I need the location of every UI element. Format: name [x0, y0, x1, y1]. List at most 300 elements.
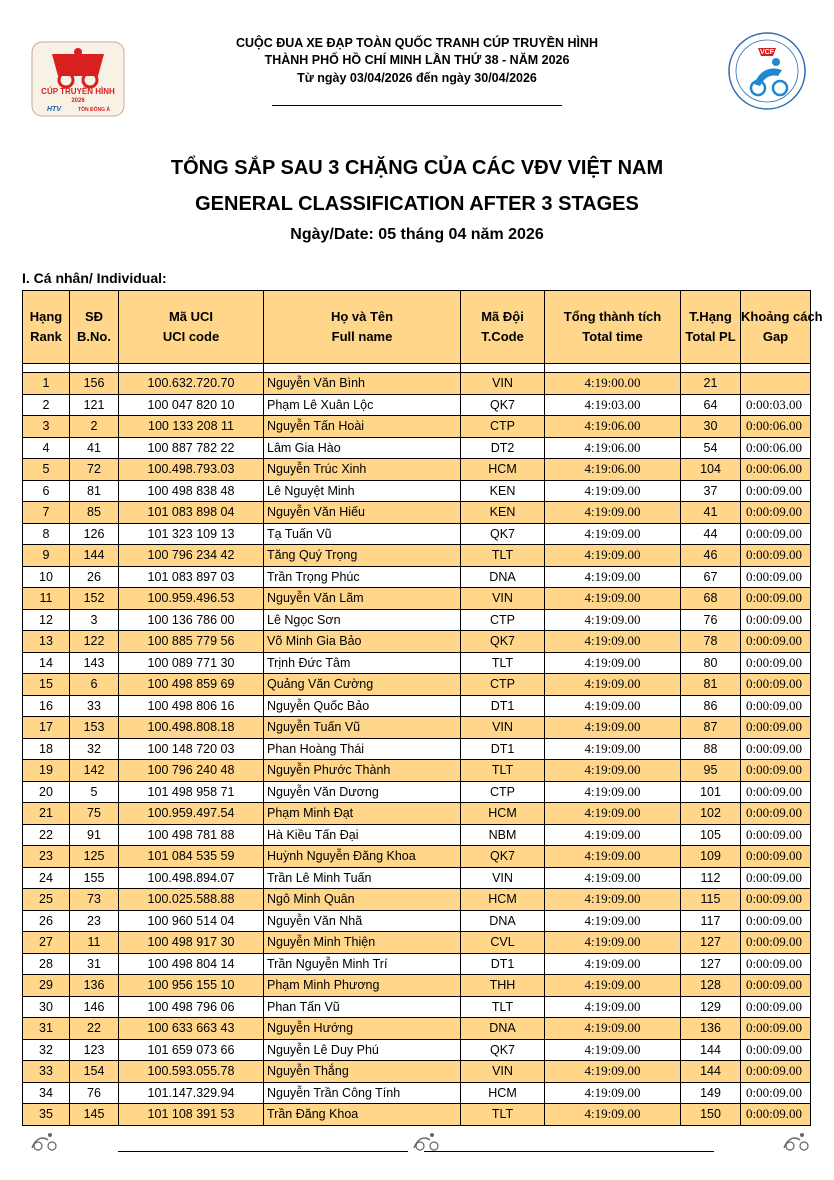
bib-number-cell: 2 [70, 416, 119, 438]
table-row [23, 502, 811, 524]
gap-cell: 0:00:09.00 [741, 523, 811, 545]
header-row [23, 291, 811, 364]
rank-cell: 31 [23, 1018, 70, 1040]
gap-cell: 0:00:03.00 [741, 394, 811, 416]
uci-code-cell: 100 498 804 14 [119, 953, 264, 975]
table-row [23, 631, 811, 653]
total-place-cell: 149 [681, 1082, 741, 1104]
team-code-cell: CTP [461, 609, 545, 631]
rank-cell: 11 [23, 588, 70, 610]
total-place-cell: 109 [681, 846, 741, 868]
rank-cell: 8 [23, 523, 70, 545]
total-place-cell: 102 [681, 803, 741, 825]
cyclist-ornament-icon [410, 1130, 446, 1152]
classification-date: Ngày/Date: 05 tháng 04 năm 2026 [290, 226, 544, 243]
page-title-en: GENERAL CLASSIFICATION AFTER 3 STAGES [195, 193, 639, 215]
rider-name-cell: Phạm Minh Đạt [264, 803, 461, 825]
gap-cell: 0:00:09.00 [741, 717, 811, 739]
rank-cell: 13 [23, 631, 70, 653]
spacer-cell [545, 364, 681, 373]
total-time-cell: 4:19:06.00 [545, 459, 681, 481]
rider-name-cell: Phạm Minh Phương [264, 975, 461, 997]
bib-number-cell: 143 [70, 652, 119, 674]
team-code-cell: TLT [461, 760, 545, 782]
total-time-cell: 4:19:09.00 [545, 932, 681, 954]
table-spacer-row [23, 364, 811, 373]
rank-cell: 12 [23, 609, 70, 631]
team-code-cell: QK7 [461, 1039, 545, 1061]
rider-name-cell: Nguyễn Văn Hiếu [264, 502, 461, 524]
total-place-cell: 112 [681, 867, 741, 889]
footer-divider-left [118, 1151, 408, 1152]
total-place-cell: 44 [681, 523, 741, 545]
cyclist-ornament-icon [780, 1130, 816, 1152]
cup-logo-icon [30, 40, 126, 118]
bib-number-cell: 155 [70, 867, 119, 889]
uci-code-cell: 100.498.894.07 [119, 867, 264, 889]
rank-cell: 15 [23, 674, 70, 696]
footer-divider-right [424, 1151, 714, 1152]
column-header-vn: Họ và Tên [330, 309, 394, 324]
bib-number-cell: 41 [70, 437, 119, 459]
total-time-cell: 4:19:06.00 [545, 437, 681, 459]
bib-number-cell: 142 [70, 760, 119, 782]
total-time-cell: 4:19:06.00 [545, 416, 681, 438]
gap-cell: 0:00:09.00 [741, 738, 811, 760]
rider-name-cell: Nguyễn Văn Dương [264, 781, 461, 803]
gap-cell: 0:00:09.00 [741, 975, 811, 997]
total-time-cell: 4:19:09.00 [545, 609, 681, 631]
team-code-cell: TLT [461, 545, 545, 567]
bib-number-cell: 145 [70, 1104, 119, 1126]
table-row [23, 1061, 811, 1083]
rider-name-cell: Nguyễn Văn Nhã [264, 910, 461, 932]
rider-name-cell: Võ Minh Gia Bảo [264, 631, 461, 653]
uci-code-cell: 101 083 897 03 [119, 566, 264, 588]
total-place-cell: 150 [681, 1104, 741, 1126]
rank-cell: 2 [23, 394, 70, 416]
uci-code-cell: 100 133 208 11 [119, 416, 264, 438]
team-code-cell: DT1 [461, 695, 545, 717]
uci-code-cell: 100 885 779 56 [119, 631, 264, 653]
total-time-cell: 4:19:09.00 [545, 523, 681, 545]
uci-code-cell: 101 659 073 66 [119, 1039, 264, 1061]
team-code-cell: QK7 [461, 846, 545, 868]
table-row [23, 889, 811, 911]
team-code-cell: VIN [461, 867, 545, 889]
table-row [23, 996, 811, 1018]
total-place-cell: 128 [681, 975, 741, 997]
uci-code-cell: 100 796 234 42 [119, 545, 264, 567]
table-row [23, 416, 811, 438]
total-time-cell: 4:19:09.00 [545, 867, 681, 889]
total-place-cell: 78 [681, 631, 741, 653]
rider-name-cell: Trần Lê Minh Tuấn [264, 867, 461, 889]
rank-cell: 35 [23, 1104, 70, 1126]
bib-number-cell: 81 [70, 480, 119, 502]
bib-number-cell: 91 [70, 824, 119, 846]
team-code-cell: TLT [461, 996, 545, 1018]
rider-name-cell: Nguyễn Trần Công Tính [264, 1082, 461, 1104]
gap-cell: 0:00:09.00 [741, 803, 811, 825]
gap-cell [741, 373, 811, 395]
bib-number-cell: 72 [70, 459, 119, 481]
table-row [23, 674, 811, 696]
column-header-vn: Mã UCI [168, 309, 214, 324]
uci-code-cell: 100 498 838 48 [119, 480, 264, 502]
total-time-cell: 4:19:09.00 [545, 695, 681, 717]
total-place-cell: 46 [681, 545, 741, 567]
team-code-cell: QK7 [461, 394, 545, 416]
table-row [23, 523, 811, 545]
total-time-cell: 4:19:09.00 [545, 566, 681, 588]
total-place-cell: 136 [681, 1018, 741, 1040]
rank-cell: 33 [23, 1061, 70, 1083]
uci-code-cell: 100 796 240 48 [119, 760, 264, 782]
table-row [23, 932, 811, 954]
rider-name-cell: Nguyễn Minh Thiện [264, 932, 461, 954]
total-time-cell: 4:19:09.00 [545, 996, 681, 1018]
team-code-cell: TLT [461, 652, 545, 674]
uci-code-cell: 101 498 958 71 [119, 781, 264, 803]
total-time-cell: 4:19:09.00 [545, 545, 681, 567]
gap-cell: 0:00:09.00 [741, 502, 811, 524]
rank-cell: 4 [23, 437, 70, 459]
total-time-cell: 4:19:09.00 [545, 502, 681, 524]
rider-name-cell: Ngô Minh Quân [264, 889, 461, 911]
total-place-cell: 76 [681, 609, 741, 631]
gap-cell: 0:00:09.00 [741, 824, 811, 846]
table-row [23, 760, 811, 782]
team-code-cell: KEN [461, 480, 545, 502]
classification-table [22, 290, 823, 1126]
rider-name-cell: Trịnh Đức Tâm [264, 652, 461, 674]
rank-cell: 22 [23, 824, 70, 846]
uci-code-cell: 100.632.720.70 [119, 373, 264, 395]
logo-text-year: 2026 [71, 98, 85, 104]
team-code-cell: DNA [461, 910, 545, 932]
column-header [119, 291, 264, 364]
rank-cell: 9 [23, 545, 70, 567]
table-row [23, 652, 811, 674]
rank-cell: 17 [23, 717, 70, 739]
column-header-en: T.Code [481, 329, 524, 344]
uci-code-cell: 100 089 771 30 [119, 652, 264, 674]
rider-name-cell: Phan Tấn Vũ [264, 996, 461, 1018]
table-row [23, 738, 811, 760]
uci-code-cell: 100 498 781 88 [119, 824, 264, 846]
column-header [681, 291, 741, 364]
uci-code-cell: 100 498 796 06 [119, 996, 264, 1018]
rider-name-cell: Phan Hoàng Thái [264, 738, 461, 760]
total-time-cell: 4:19:03.00 [545, 394, 681, 416]
table-row [23, 910, 811, 932]
total-place-cell: 80 [681, 652, 741, 674]
team-code-cell: DNA [461, 1018, 545, 1040]
total-time-cell: 4:19:09.00 [545, 1039, 681, 1061]
total-time-cell: 4:19:09.00 [545, 652, 681, 674]
team-code-cell: TLT [461, 1104, 545, 1126]
rider-name-cell: Lê Ngọc Sơn [264, 609, 461, 631]
total-time-cell: 4:19:09.00 [545, 824, 681, 846]
uci-code-cell: 101.147.329.94 [119, 1082, 264, 1104]
rider-name-cell: Trần Nguyễn Minh Trí [264, 953, 461, 975]
column-header-vn: SĐ [84, 309, 104, 324]
uci-code-cell: 100 960 514 04 [119, 910, 264, 932]
rank-cell: 26 [23, 910, 70, 932]
column-header [70, 291, 119, 364]
column-header-vn: T.Hạng [689, 309, 732, 324]
gap-cell: 0:00:09.00 [741, 631, 811, 653]
rider-name-cell: Lê Nguyệt Minh [264, 480, 461, 502]
column-header-vn: Hạng [29, 309, 63, 324]
rider-name-cell: Nguyễn Văn Bình [264, 373, 461, 395]
uci-code-cell: 101 323 109 13 [119, 523, 264, 545]
team-code-cell: DT1 [461, 953, 545, 975]
team-code-cell: THH [461, 975, 545, 997]
rank-cell: 16 [23, 695, 70, 717]
uci-code-cell: 100 047 820 10 [119, 394, 264, 416]
column-header [264, 291, 461, 364]
column-header-en: B.No. [77, 329, 111, 344]
rider-name-cell: Tăng Quý Trọng [264, 545, 461, 567]
table-row [23, 373, 811, 395]
rider-name-cell: Nguyễn Lê Duy Phú [264, 1039, 461, 1061]
gap-cell: 0:00:09.00 [741, 480, 811, 502]
uci-code-cell: 100.593.055.78 [119, 1061, 264, 1083]
total-place-cell: 81 [681, 674, 741, 696]
event-dates: Từ ngày 03/04/2026 đến ngày 30/04/2026 [297, 71, 537, 85]
total-place-cell: 37 [681, 480, 741, 502]
uci-code-cell: 101 108 391 53 [119, 1104, 264, 1126]
logo-text-cup: CÚP TRUYỀN HÌNH [41, 87, 115, 96]
total-place-cell: 86 [681, 695, 741, 717]
rider-name-cell: Nguyễn Trúc Xinh [264, 459, 461, 481]
bib-number-cell: 73 [70, 889, 119, 911]
table-row [23, 566, 811, 588]
bib-number-cell: 23 [70, 910, 119, 932]
total-place-cell: 144 [681, 1039, 741, 1061]
bib-number-cell: 154 [70, 1061, 119, 1083]
page-title-vn: TỔNG SẮP SAU 3 CHẶNG CỦA CÁC VĐV VIỆT NAM [170, 157, 664, 179]
total-place-cell: 68 [681, 588, 741, 610]
team-code-cell: VIN [461, 717, 545, 739]
team-code-cell: VIN [461, 1061, 545, 1083]
column-header-vn: Tổng thành tích [563, 309, 662, 324]
team-code-cell: CTP [461, 781, 545, 803]
total-place-cell: 30 [681, 416, 741, 438]
event-title-line1: CUỘC ĐUA XE ĐẠP TOÀN QUỐC TRANH CÚP TRUYỀN HÌNH [235, 36, 599, 50]
team-code-cell: HCM [461, 1082, 545, 1104]
event-title-line2: THÀNH PHỐ HỒ CHÍ MINH LẦN THỨ 38 - NĂM 2026 [264, 53, 570, 67]
column-header-en: Total time [582, 329, 643, 344]
rider-name-cell: Nguyễn Văn Lãm [264, 588, 461, 610]
bib-number-cell: 85 [70, 502, 119, 524]
spacer-cell [23, 364, 70, 373]
bib-number-cell: 32 [70, 738, 119, 760]
team-code-cell: DT1 [461, 738, 545, 760]
total-place-cell: 127 [681, 932, 741, 954]
spacer-cell [264, 364, 461, 373]
rank-cell: 24 [23, 867, 70, 889]
total-place-cell: 105 [681, 824, 741, 846]
gap-cell: 0:00:09.00 [741, 1018, 811, 1040]
total-place-cell: 117 [681, 910, 741, 932]
gap-cell: 0:00:06.00 [741, 416, 811, 438]
gap-cell: 0:00:09.00 [741, 760, 811, 782]
total-time-cell: 4:19:09.00 [545, 760, 681, 782]
rider-name-cell: Nguyễn Tuấn Vũ [264, 717, 461, 739]
table-row [23, 803, 811, 825]
table-row [23, 480, 811, 502]
rider-name-cell: Hà Kiều Tấn Đại [264, 824, 461, 846]
total-time-cell: 4:19:09.00 [545, 803, 681, 825]
section-heading: I. Cá nhân/ Individual: [22, 270, 167, 286]
rank-cell: 34 [23, 1082, 70, 1104]
table-row [23, 867, 811, 889]
bib-number-cell: 11 [70, 932, 119, 954]
spacer-cell [461, 364, 545, 373]
total-place-cell: 95 [681, 760, 741, 782]
total-place-cell: 67 [681, 566, 741, 588]
team-code-cell: KEN [461, 502, 545, 524]
bib-number-cell: 144 [70, 545, 119, 567]
column-header-vn: Khoảng cách [741, 309, 823, 324]
total-time-cell: 4:19:09.00 [545, 1104, 681, 1126]
rank-cell: 19 [23, 760, 70, 782]
team-code-cell: DT2 [461, 437, 545, 459]
gap-cell: 0:00:06.00 [741, 459, 811, 481]
total-time-cell: 4:19:09.00 [545, 846, 681, 868]
bib-number-cell: 152 [70, 588, 119, 610]
vcf-logo-icon [726, 30, 808, 112]
total-time-cell: 4:19:09.00 [545, 480, 681, 502]
uci-code-cell: 100 887 782 22 [119, 437, 264, 459]
logo-text-sponsor: TÔN ĐÔNG Á [78, 107, 110, 113]
uci-code-cell: 100 148 720 03 [119, 738, 264, 760]
total-time-cell: 4:19:09.00 [545, 738, 681, 760]
rider-name-cell: Phạm Lê Xuân Lộc [264, 394, 461, 416]
rank-cell: 28 [23, 953, 70, 975]
gap-cell: 0:00:09.00 [741, 867, 811, 889]
total-time-cell: 4:19:09.00 [545, 953, 681, 975]
rider-name-cell: Nguyễn Quốc Bảo [264, 695, 461, 717]
rider-name-cell: Trần Trọng Phúc [264, 566, 461, 588]
rank-cell: 20 [23, 781, 70, 803]
bib-number-cell: 22 [70, 1018, 119, 1040]
table-row [23, 781, 811, 803]
bib-number-cell: 156 [70, 373, 119, 395]
rank-cell: 32 [23, 1039, 70, 1061]
bib-number-cell: 26 [70, 566, 119, 588]
header-divider [272, 105, 562, 106]
total-time-cell: 4:19:09.00 [545, 781, 681, 803]
rank-cell: 27 [23, 932, 70, 954]
team-code-cell: NBM [461, 824, 545, 846]
gap-cell: 0:00:09.00 [741, 1104, 811, 1126]
rank-cell: 5 [23, 459, 70, 481]
team-code-cell: DNA [461, 566, 545, 588]
table-row [23, 1104, 811, 1126]
gap-cell: 0:00:09.00 [741, 1039, 811, 1061]
bib-number-cell: 31 [70, 953, 119, 975]
team-code-cell: CTP [461, 674, 545, 696]
total-place-cell: 104 [681, 459, 741, 481]
total-time-cell: 4:19:09.00 [545, 910, 681, 932]
uci-code-cell: 100 633 663 43 [119, 1018, 264, 1040]
table-row [23, 545, 811, 567]
rider-name-cell: Nguyễn Tấn Hoài [264, 416, 461, 438]
total-place-cell: 41 [681, 502, 741, 524]
column-header-en: Full name [331, 329, 393, 344]
bib-number-cell: 126 [70, 523, 119, 545]
uci-code-cell: 100 956 155 10 [119, 975, 264, 997]
gap-cell: 0:00:09.00 [741, 889, 811, 911]
table-row [23, 1039, 811, 1061]
rider-name-cell: Huỳnh Nguyễn Đăng Khoa [264, 846, 461, 868]
team-code-cell: CTP [461, 416, 545, 438]
total-time-cell: 4:19:09.00 [545, 975, 681, 997]
rank-cell: 23 [23, 846, 70, 868]
vcf-logo-text: VCF [760, 49, 774, 56]
bib-number-cell: 3 [70, 609, 119, 631]
total-time-cell: 4:19:09.00 [545, 631, 681, 653]
total-time-cell: 4:19:00.00 [545, 373, 681, 395]
gap-cell: 0:00:09.00 [741, 996, 811, 1018]
total-place-cell: 54 [681, 437, 741, 459]
column-header-en: Rank [30, 329, 62, 344]
total-place-cell: 87 [681, 717, 741, 739]
rank-cell: 6 [23, 480, 70, 502]
team-code-cell: VIN [461, 588, 545, 610]
total-time-cell: 4:19:09.00 [545, 889, 681, 911]
table-row [23, 953, 811, 975]
rank-cell: 3 [23, 416, 70, 438]
column-header-en: Total PL [685, 329, 736, 344]
rank-cell: 25 [23, 889, 70, 911]
uci-code-cell: 100.025.588.88 [119, 889, 264, 911]
uci-code-cell: 100 136 786 00 [119, 609, 264, 631]
rider-name-cell: Lâm Gia Hào [264, 437, 461, 459]
team-code-cell: HCM [461, 889, 545, 911]
bib-number-cell: 146 [70, 996, 119, 1018]
uci-code-cell: 100 498 917 30 [119, 932, 264, 954]
total-time-cell: 4:19:09.00 [545, 588, 681, 610]
bib-number-cell: 153 [70, 717, 119, 739]
team-code-cell: VIN [461, 373, 545, 395]
bib-number-cell: 76 [70, 1082, 119, 1104]
uci-code-cell: 100.959.496.53 [119, 588, 264, 610]
table-row [23, 1018, 811, 1040]
total-place-cell: 21 [681, 373, 741, 395]
team-code-cell: HCM [461, 803, 545, 825]
spacer-cell [681, 364, 741, 373]
total-place-cell: 144 [681, 1061, 741, 1083]
rank-cell: 18 [23, 738, 70, 760]
uci-code-cell: 100 498 859 69 [119, 674, 264, 696]
rank-cell: 30 [23, 996, 70, 1018]
cyclist-ornament-icon [28, 1130, 64, 1152]
total-place-cell: 64 [681, 394, 741, 416]
rank-cell: 14 [23, 652, 70, 674]
spacer-cell [119, 364, 264, 373]
gap-cell: 0:00:09.00 [741, 674, 811, 696]
bib-number-cell: 121 [70, 394, 119, 416]
rider-name-cell: Quảng Văn Cường [264, 674, 461, 696]
uci-code-cell: 100.959.497.54 [119, 803, 264, 825]
bib-number-cell: 6 [70, 674, 119, 696]
column-header [23, 291, 70, 364]
